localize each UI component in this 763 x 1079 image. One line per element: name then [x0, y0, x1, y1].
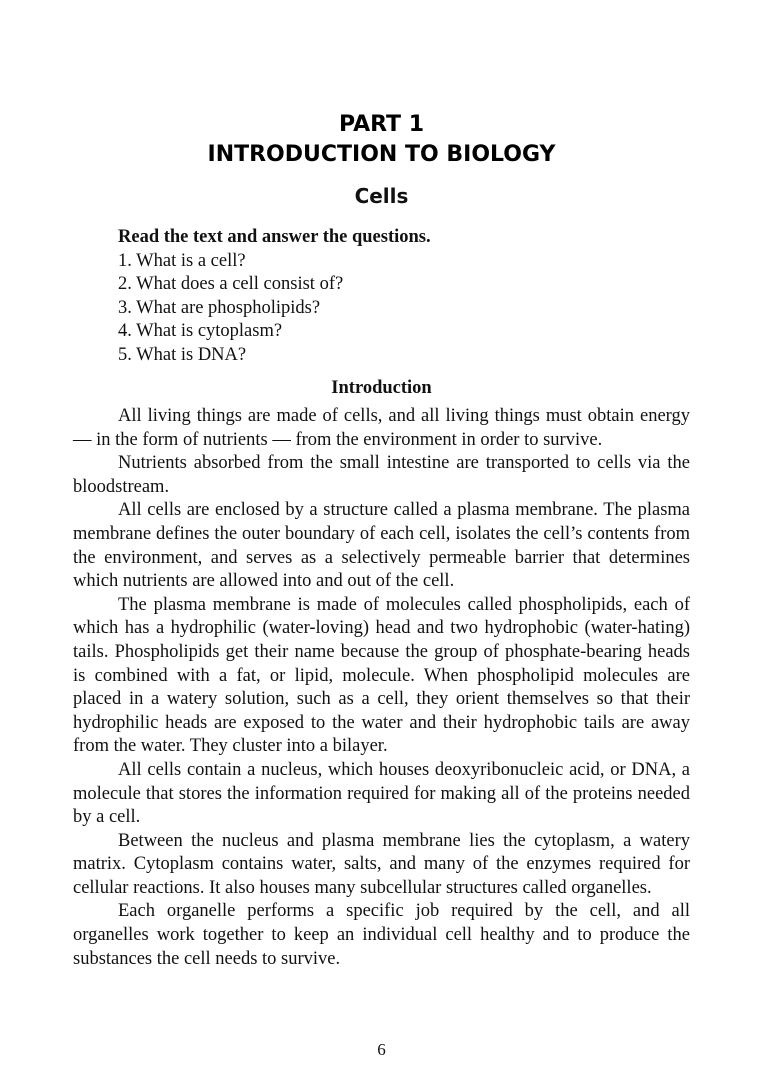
paragraph: All cells contain a nucleus, which houses deoxyribonucleic acid, or DNA, a molecule that stores the information required for making all of the proteins needed by a cell. — [73, 759, 690, 828]
part-title: INTRODUCTION TO BIOLOGY — [207, 142, 556, 167]
page-number: 6 — [377, 1040, 386, 1059]
section-title: Cells — [354, 184, 409, 208]
question-item: 4. What is cytoplasm? — [118, 321, 283, 342]
paragraph: Nutrients absorbed from the small intestine are transported to cells via the bloodstream. — [73, 453, 690, 497]
paragraph: All living things are made of cells, and all living things must obtain energy — in the form of nutrients — from the environment in order to survive. — [73, 406, 690, 450]
question-item: 3. What are phospholipids? — [118, 297, 321, 318]
question-item: 1. What is a cell? — [118, 250, 246, 271]
question-item: 2. What does a cell consist of? — [118, 274, 344, 295]
reading-text — [73, 405, 690, 971]
task-instruction: Read the text and answer the questions. — [118, 227, 431, 247]
question-item: 5. What is DNA? — [118, 344, 247, 365]
paragraph: The plasma membrane is made of molecules called phospholipids, each of which has a hydrophilic (water-loving) head and two hydrophobic (water-hating) tails. Phospholipids get their name because the group of phosphate-bearing heads is combined with a fat, or lipid, molecule. When phospholipid molecules are placed in a watery solution, such as a cell, they orient themselves so that their hydrophilic heads are exposed to the water and their hydrophobic tails are away from the water. They cluster into a bilayer. — [73, 594, 690, 757]
paragraph: All cells are enclosed by a structure called a plasma membrane. The plasma membrane defines the outer boundary of each cell, isolates the cell’s contents from the environment, and serves as a selectively permeable barrier that determines which nutrients are allowed into and out of the cell. — [73, 500, 690, 592]
part-label: PART 1 — [338, 112, 425, 137]
text-title: Introduction — [331, 378, 432, 398]
chapter-heading — [0, 110, 763, 170]
paragraph: Each organelle performs a specific job required by the cell, and all organelles work together to keep an individual cell healthy and to produce the substances the cell needs to survive. — [73, 901, 690, 969]
paragraph: Between the nucleus and plasma membrane lies the cytoplasm, a watery matrix. Cytoplasm contains water, salts, and many of the enzymes required for cellular reactions. It also houses many subcellular structures called organelles. — [73, 830, 690, 898]
question-block — [118, 226, 698, 368]
